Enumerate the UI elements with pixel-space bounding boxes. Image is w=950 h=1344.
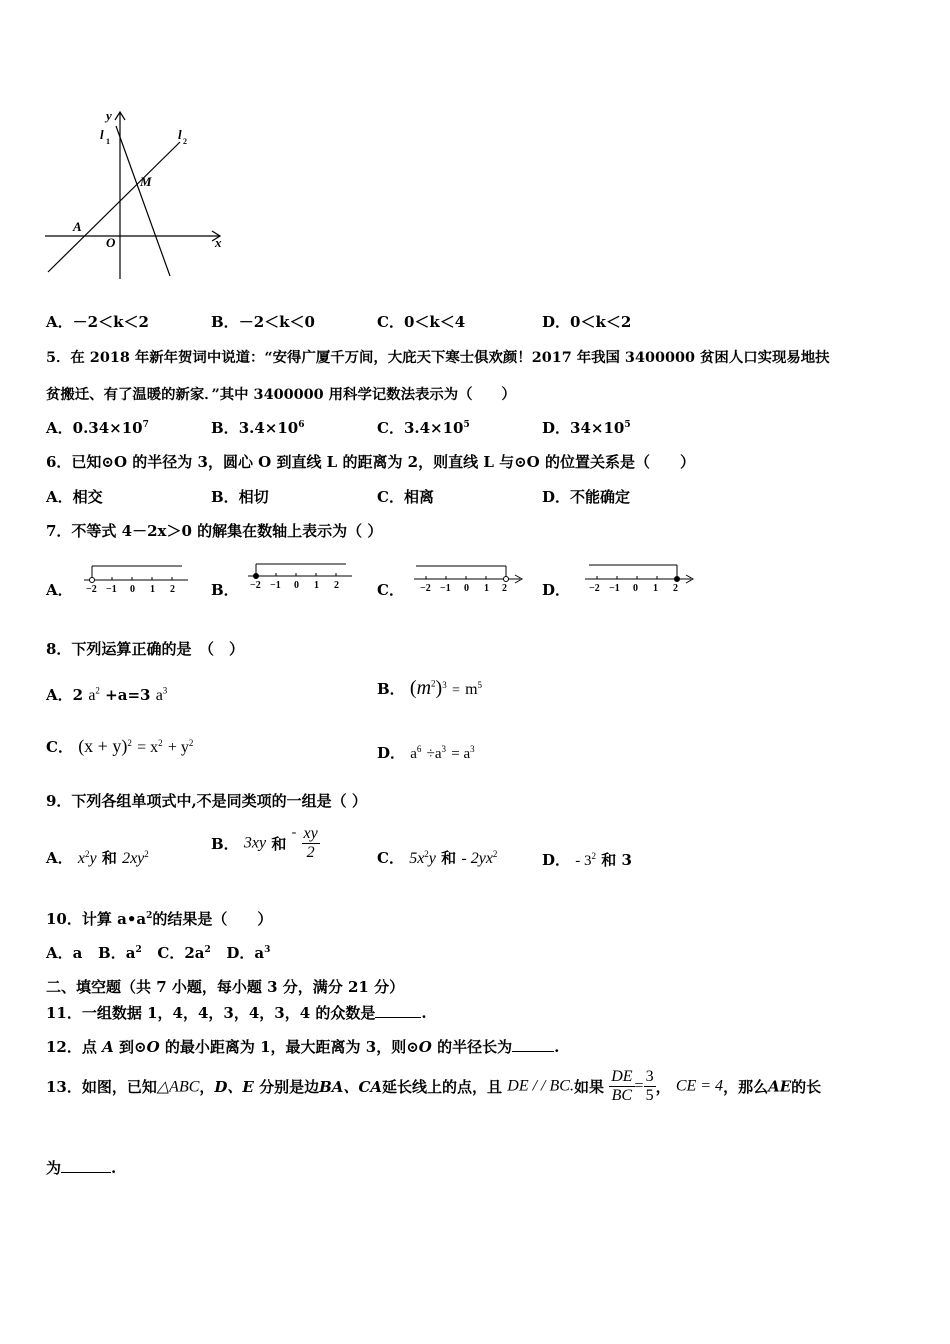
l1-sub: 1 — [106, 137, 110, 146]
q6-option-a: A．相交 — [46, 488, 103, 506]
q5-stem-line1: 5．在 2018 年新年贺词中说道：“安得广厦千万间，大庇天下寒士俱欢颜！2017 年我国 3400000 贫困人口实现易地扶 — [46, 349, 830, 366]
q7-numberline-c — [412, 560, 528, 596]
svg-text:2: 2 — [334, 580, 339, 591]
q9-stem: 9．下列各组单项式中,不是同类项的一组是（ ） — [46, 792, 367, 810]
q13-fraction-3-5: $\frac{3}{5}$ — [645, 1068, 654, 1104]
q10-options — [46, 942, 270, 963]
q10-stem: 10．计算 $a•a^2$的结果是（ ） — [46, 910, 273, 928]
q7-option-d-label: D． — [542, 581, 571, 599]
q7-option-c-label: C． — [377, 581, 404, 599]
l1-label: l — [100, 127, 104, 142]
l2-label: l — [178, 127, 182, 142]
q5-option-c: C．$3.4\times 10^5$ — [377, 419, 470, 437]
q11-text: 11．一组数据 1，4，4，3，4，3，4 的众数是 . — [46, 1004, 427, 1022]
section2-heading: 二、填空题（共 7 小题，每小题 3 分，满分 21 分） — [46, 978, 405, 996]
line-l1 — [116, 126, 170, 276]
q7-option-a-label: A． — [46, 581, 73, 599]
svg-text:0: 0 — [130, 584, 135, 595]
svg-text:−1: −1 — [440, 583, 451, 594]
q6-stem: 6．已知⊙O 的半径为 3，圆心 O 到直线 L 的距离为 2，则直线 L 与⊙O 的位置关系是（ ） — [46, 453, 695, 471]
svg-text:1: 1 — [150, 584, 155, 595]
q12-blank — [512, 1039, 554, 1052]
q12-text: 12．点 A 到⊙O 的最小距离为 1，最大距离为 3，则⊙O 的半径长为 . — [46, 1038, 560, 1056]
q11-blank — [375, 1005, 421, 1018]
q9-option-b-fraction: $\frac{xy}{2}$ — [303, 825, 318, 861]
q10-option-d: D．$a^3$ — [226, 944, 271, 962]
q6-option-c: C．相离 — [377, 488, 434, 506]
svg-text:2: 2 — [502, 583, 507, 594]
svg-text:−2: −2 — [589, 583, 600, 594]
q7-option-b-label: B． — [211, 581, 239, 599]
q9-option-c: C． $5x^2y$ 和 - $2yx^2$ — [377, 849, 498, 867]
q13-line2: 为 . — [46, 1159, 117, 1177]
q7-numberline-d — [583, 560, 699, 596]
svg-text:−2: −2 — [250, 580, 261, 591]
q4-option-b: B．－2＜k＜0 — [211, 313, 315, 331]
q8-option-a: A．2 $a^2 +a=3$ $a^3$ — [46, 685, 168, 704]
svg-text:0: 0 — [633, 583, 638, 594]
q4-option-c: C．0＜k＜4 — [377, 313, 466, 331]
svg-text:1: 1 — [314, 580, 319, 591]
svg-text:−2: −2 — [420, 583, 431, 594]
q10-option-a: A．a — [46, 944, 83, 962]
q10-option-b: B．$a^2$ — [98, 944, 142, 962]
q9-option-d: D． - $3^2$ 和 3 — [542, 851, 632, 869]
q8-option-d: D． $a^6 \div a^3 = a^3$ — [377, 744, 475, 762]
q8-stem: 8．下列运算正确的是 （ ） — [46, 640, 244, 658]
q5-option-b: B．$3.4\times 10^6$ — [211, 419, 305, 437]
coordinate-graph — [40, 104, 230, 282]
svg-text:0: 0 — [464, 583, 469, 594]
svg-text:−1: −1 — [270, 580, 281, 591]
q8-option-b: B． $(m^2)^3 = m^5$ — [377, 677, 483, 699]
origin-label: O — [106, 235, 116, 250]
q5-stem-line2: 贫搬迁、有了温暖的新家．”其中 3400000 用科学记数法表示为（ ） — [46, 386, 516, 403]
q5-option-d: D．$34\times 10^5$ — [542, 419, 631, 437]
svg-text:1: 1 — [484, 583, 489, 594]
y-label: y — [106, 108, 112, 123]
q13-text: 13．如图，已知△ABC，D、E 分别是边BA、CA延长线上的点，且 DE / / BC.如果 $\frac{DE}{BC}$ = $\frac{3}{5}$ ， CE = 4，那么AE的长 — [46, 1068, 822, 1104]
svg-text:−1: −1 — [106, 584, 117, 595]
q7-stem: 7．不等式 4－2x＞0 的解集在数轴上表示为（ ） — [46, 522, 383, 540]
q13-blank — [61, 1160, 111, 1173]
q10-option-c: C．$2a^2$ — [157, 944, 211, 962]
point-m-label: M — [140, 174, 152, 189]
q4-option-a: A．－2＜k＜2 — [46, 313, 149, 331]
q5-option-a: A．$0.34\times 10^7$ — [46, 419, 149, 437]
q13-fraction-de-bc: $\frac{DE}{BC}$ — [611, 1068, 633, 1104]
q6-option-d: D．不能确定 — [542, 488, 631, 506]
svg-text:−1: −1 — [609, 583, 620, 594]
q7-numberline-b — [246, 560, 358, 594]
q9-option-b: B． 3xy 和 - $\frac{xy}{2}$ — [211, 825, 318, 861]
q7-numberline-a — [82, 562, 194, 596]
svg-text:2: 2 — [673, 583, 678, 594]
svg-text:0: 0 — [294, 580, 299, 591]
svg-text:1: 1 — [653, 583, 658, 594]
svg-text:−2: −2 — [86, 584, 97, 595]
svg-text:2: 2 — [170, 584, 175, 595]
q9-option-a: A． $x^2y$ 和 $2xy^2$ — [46, 849, 149, 867]
l2-sub: 2 — [183, 137, 187, 146]
point-a-label: A — [73, 219, 82, 234]
q8-option-c: C． $(x + y)^2 = x^2 + y^2$ — [46, 736, 194, 756]
line-l2 — [48, 142, 180, 272]
q6-option-b: B．相切 — [211, 488, 269, 506]
q4-option-d: D．0＜k＜2 — [542, 313, 632, 331]
x-label: x — [215, 235, 222, 250]
